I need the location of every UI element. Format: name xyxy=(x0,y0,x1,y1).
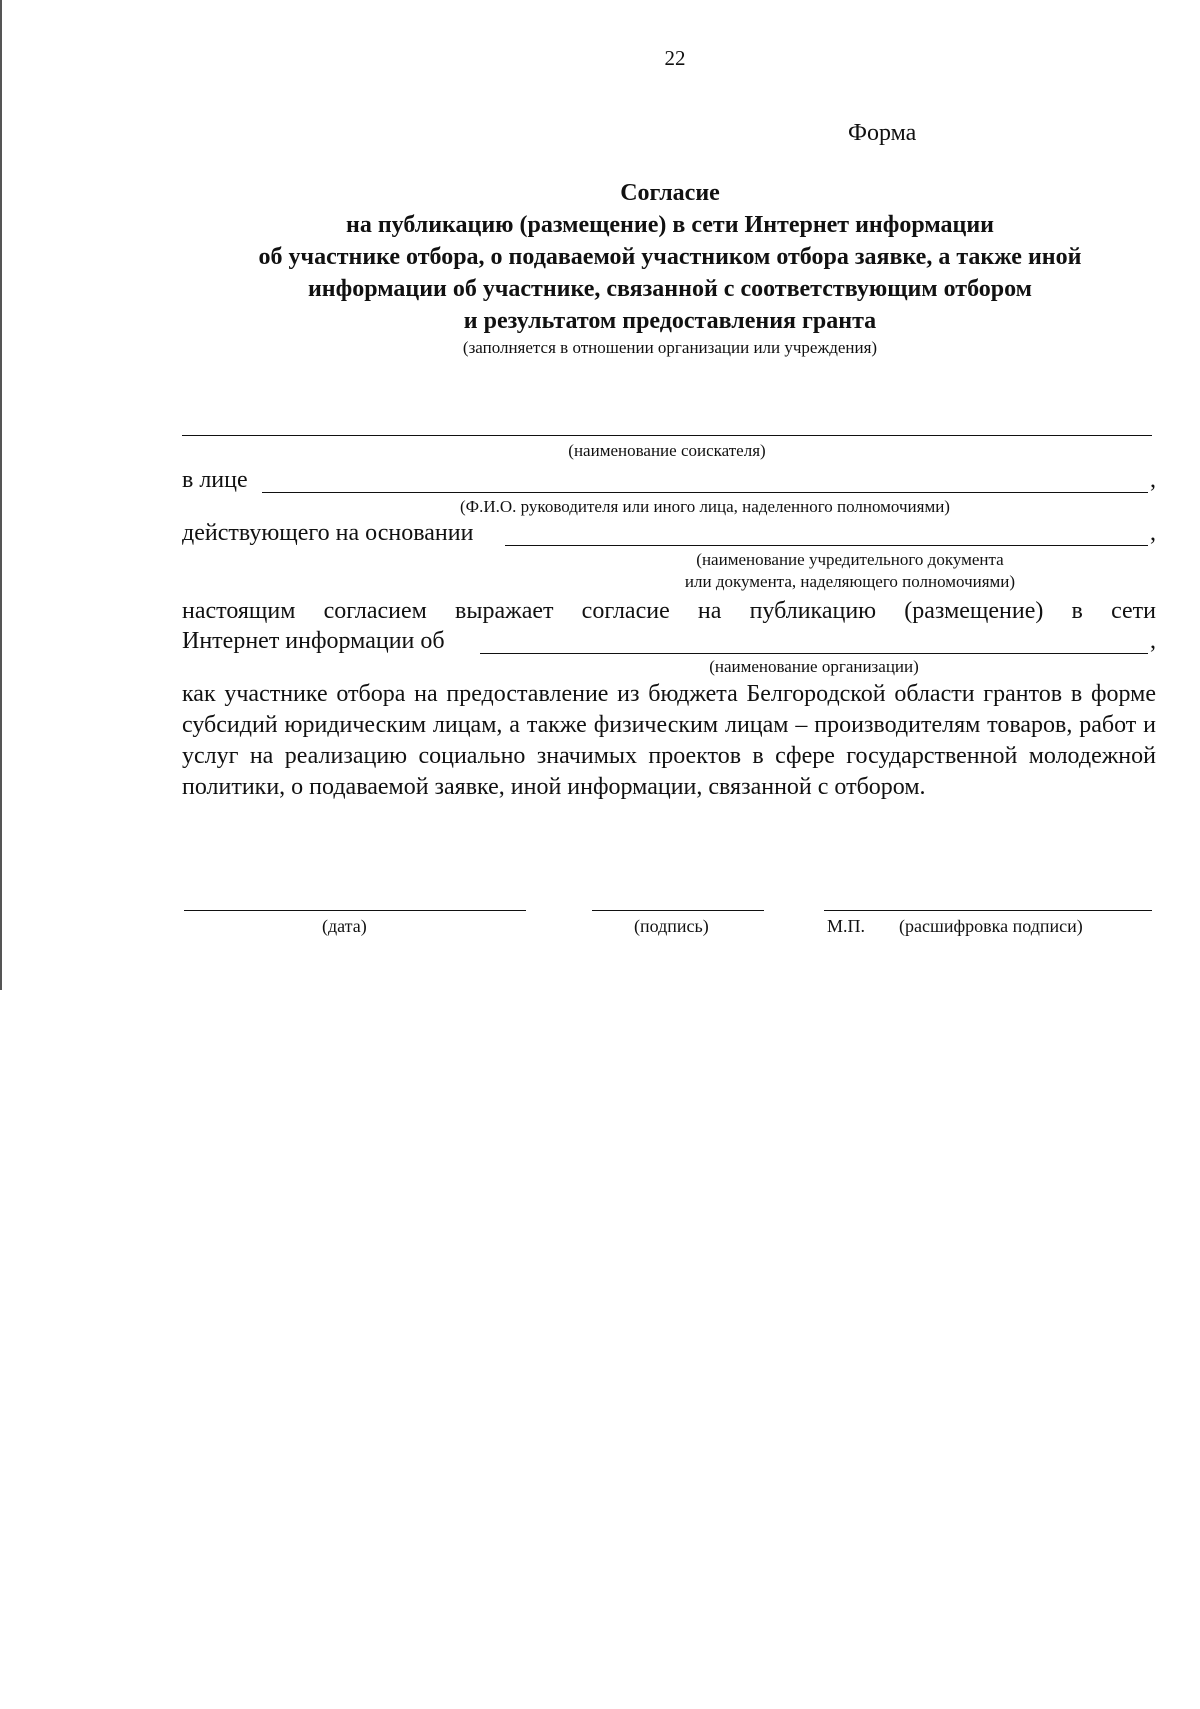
signature-field[interactable] xyxy=(592,910,764,911)
scan-edge-mark xyxy=(0,0,2,990)
consent-body-paragraph: как участнике отбора на предоставление из бюджета Белгородской области грантов в форме субсидий юридическим лицам, а также физическим лицам – производителям товаров, работ и услуг на реализацию социально значимых проектов в сфере государственной молодежной политики, о подаваемой заявке, иной информации, связанной с отбором. xyxy=(182,681,1156,800)
title-line: на публикацию (размещение) в сети Интернет информации xyxy=(346,212,994,238)
basis-caption-2: или документа, наделяющего полномочиями) xyxy=(684,572,1016,591)
applicant-caption: (наименование соискателя) xyxy=(568,441,766,460)
basis-suffix: , xyxy=(1150,520,1156,546)
title-line: информации об участнике, связанной с соответствующим отбором xyxy=(307,276,1033,302)
title-note: (заполняется в отношении организации или учреждения) xyxy=(462,338,878,357)
signature-decode-field[interactable] xyxy=(824,910,1152,911)
person-caption: (Ф.И.О. руководителя или иного лица, наделенного полномочиями) xyxy=(460,497,950,516)
stamp-label: М.П. xyxy=(827,916,866,936)
title-line: об участнике отбора, о подаваемой участником отбора заявке, а также иной xyxy=(258,244,1082,270)
consent-line-2-prefix: Интернет информации об xyxy=(182,628,445,654)
signature-caption: (подпись) xyxy=(634,916,709,936)
date-field[interactable] xyxy=(184,910,526,911)
date-caption: (дата) xyxy=(322,916,367,936)
person-suffix: , xyxy=(1150,467,1156,493)
consent-line-1: настоящим согласием выражает согласие на публикацию (размещение) в сети xyxy=(182,598,1156,624)
form-label: Форма xyxy=(848,120,917,146)
document-title xyxy=(200,177,1140,359)
basis-prefix: действующего на основании xyxy=(182,520,474,546)
person-name-field[interactable] xyxy=(262,492,1148,493)
organization-name-field[interactable] xyxy=(480,653,1148,654)
title-line: и результатом предоставления гранта xyxy=(463,308,877,334)
title-line: Согласие xyxy=(620,180,720,206)
basis-caption-1: (наименование учредительного документа xyxy=(696,550,1004,569)
consent-line-2-suffix: , xyxy=(1150,628,1156,654)
organization-caption: (наименование организации) xyxy=(709,657,919,676)
person-prefix: в лице xyxy=(182,467,248,493)
signature-decode-caption: (расшифровка подписи) xyxy=(899,916,1083,936)
page-number: 22 xyxy=(664,46,686,70)
applicant-name-field[interactable] xyxy=(182,435,1152,436)
basis-document-field[interactable] xyxy=(505,545,1148,546)
